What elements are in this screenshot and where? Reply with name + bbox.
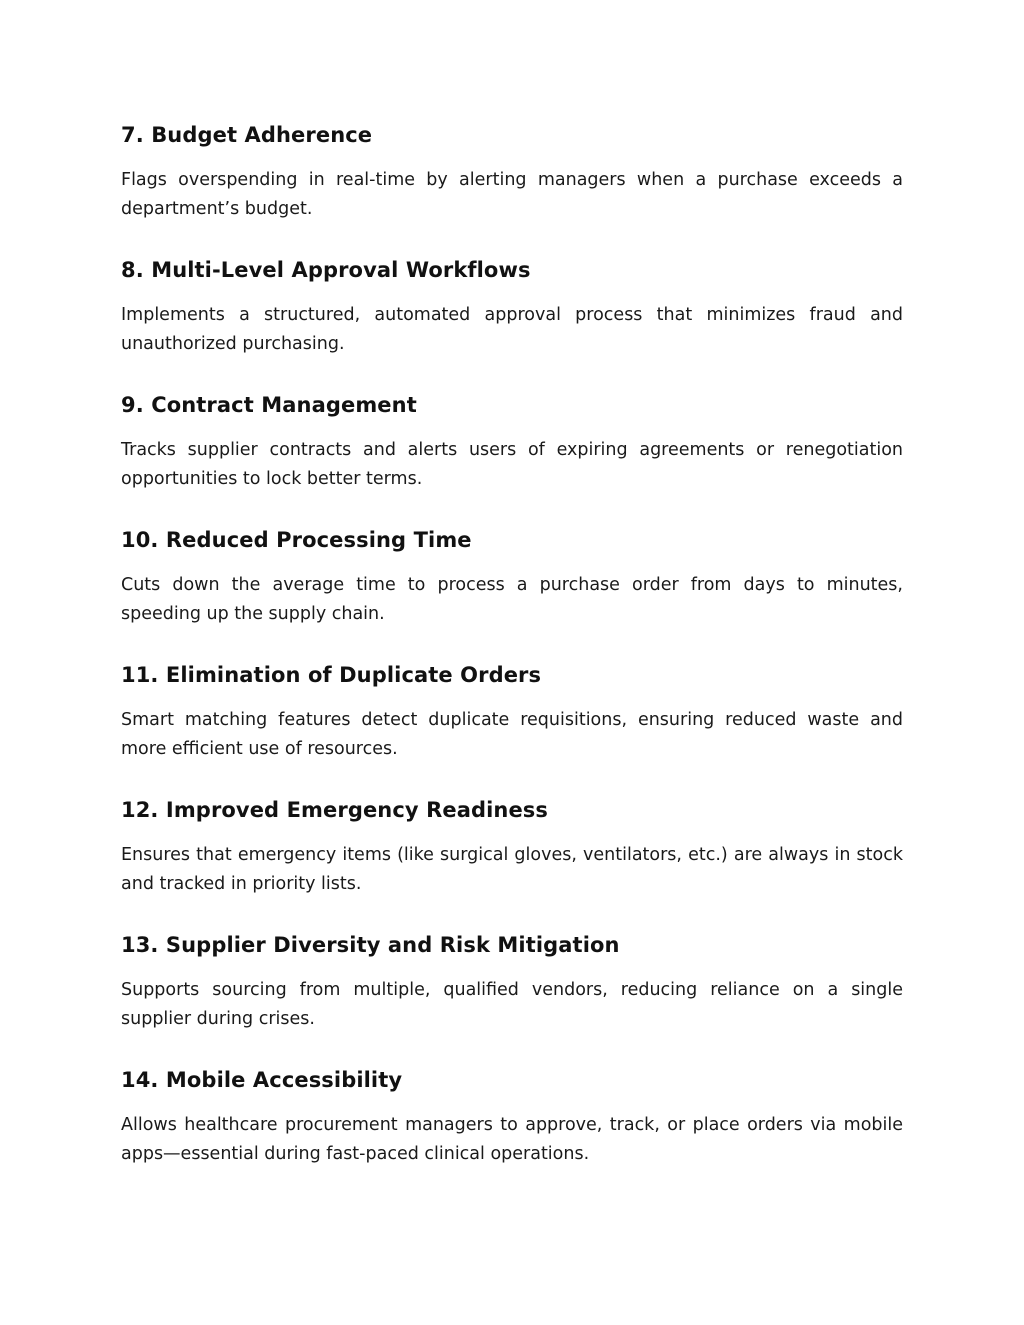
section-body: Flags overspending in real-time by alerting managers when a purchase exceeds a department’s budget. [121,170,903,219]
section-heading: 7. Budget Adherence [121,123,373,147]
section-heading: 14. Mobile Accessibility [121,1068,403,1092]
section-multi-level-approval [121,253,903,359]
section-reduced-processing-time [121,523,903,629]
section-mobile-accessibility [121,1063,903,1169]
document-page [121,118,903,1198]
section-heading: 12. Improved Emergency Readiness [121,798,549,822]
section-body: Implements a structured, automated approval process that minimizes fraud and unauthorized purchasing. [121,305,903,354]
section-body: Ensures that emergency items (like surgical gloves, ventilators, etc.) are always in stock and tracked in priority lists. [121,845,903,894]
section-heading: 11. Elimination of Duplicate Orders [121,663,542,687]
section-heading: 10. Reduced Processing Time [121,528,472,552]
section-supplier-diversity [121,928,903,1034]
section-duplicate-orders [121,658,903,764]
section-budget-adherence [121,118,903,224]
section-body: Supports sourcing from multiple, qualified vendors, reducing reliance on a single supplier during crises. [121,980,903,1029]
section-heading: 13. Supplier Diversity and Risk Mitigation [121,933,620,957]
section-body: Cuts down the average time to process a purchase order from days to minutes, speeding up the supply chain. [121,575,903,624]
section-emergency-readiness [121,793,903,899]
section-heading: 8. Multi-Level Approval Workflows [121,258,531,282]
section-contract-management [121,388,903,494]
section-heading: 9. Contract Management [121,393,417,417]
section-body: Allows healthcare procurement managers to approve, track, or place orders via mobile apps—essential during fast-paced clinical operations. [121,1115,903,1164]
section-body: Tracks supplier contracts and alerts users of expiring agreements or renegotiation opportunities to lock better terms. [121,440,903,489]
section-body: Smart matching features detect duplicate requisitions, ensuring reduced waste and more efficient use of resources. [121,710,903,759]
